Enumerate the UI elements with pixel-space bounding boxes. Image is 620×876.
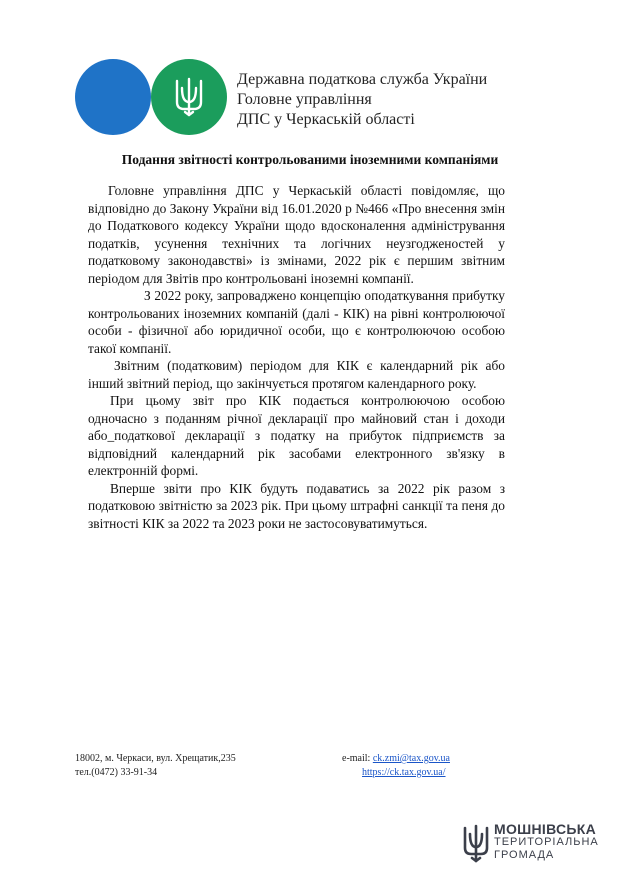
trident-icon bbox=[462, 824, 490, 864]
brand-line-3: ГРОМАДА bbox=[494, 849, 555, 861]
header-org bbox=[237, 70, 487, 130]
document-title: Подання звітності контрольованими іноземними компаніями bbox=[121, 152, 499, 167]
header-line-3: ДПС у Черкаській області bbox=[237, 111, 415, 128]
paragraph-4: При цьому звіт про КІК подається контролюючою особою одночасно з поданням річної декларації про майновий стан і доходи або_податкової декларації з податку на прибуток підприємств за відповідний календарний рік засобами електронного зв'язку в електронній формі. bbox=[88, 393, 505, 478]
brand-line-2: ТЕРИТОРІАЛЬНА bbox=[494, 836, 599, 848]
trident-icon bbox=[171, 76, 207, 118]
email-link[interactable]: ck.zmi@tax.gov.ua bbox=[372, 753, 450, 764]
brand-name: МОШНІВСЬКА bbox=[494, 821, 597, 837]
logo-green-circle bbox=[151, 59, 227, 135]
document-body bbox=[88, 182, 505, 532]
paragraph-2: З 2022 року, запроваджено концепцію оподаткування прибутку контрольованих іноземних компаній (далі - КІК) на рівні контролюючої особи - фізичної або юридичної особи, що є контролюючою особою такої компанії. bbox=[88, 288, 505, 356]
paragraph-3: Звітним (податковим) періодом для КІК є календарний рік або інший звітний період, що закінчується протягом календарного року. bbox=[88, 358, 505, 391]
email-label: e-mail: bbox=[342, 753, 371, 764]
paragraph-5: Вперше звіти про КІК будуть подаватись за 2022 рік разом з податковою звітністю за 2023 рік. При цьому штрафні санкції та пеня до звітності КІК за 2022 та 2023 роки не застосовуватимуться. bbox=[88, 480, 505, 531]
paragraph-1: Головне управління ДПС у Черкаській області повідомляє, що відповідно до Закону України від 16.01.2020 р №466 «Про внесення змін до Податкового кодексу України щодо вдосконалення адміністрування податків, усунення технічних та логічних неузгодженостей у податковому законодавстві» із змінами, 2022 рік є першим звітним періодом для Звітів про контрольовані іноземні компанії. bbox=[88, 183, 505, 286]
footer-contacts bbox=[75, 752, 236, 780]
brand-watermark bbox=[462, 823, 612, 867]
logo-blue-circle bbox=[75, 59, 151, 135]
footer-phone: тел.(0472) 33-91-34 bbox=[75, 767, 158, 778]
header-line-2: Головне управління bbox=[237, 91, 372, 108]
website-link[interactable]: https://ck.tax.gov.ua/ bbox=[362, 767, 446, 778]
footer-address: 18002, м. Черкаси, вул. Хрещатик,235 bbox=[75, 753, 236, 764]
header-line-1: Державна податкова служба України bbox=[237, 71, 488, 88]
footer-online bbox=[342, 752, 450, 780]
